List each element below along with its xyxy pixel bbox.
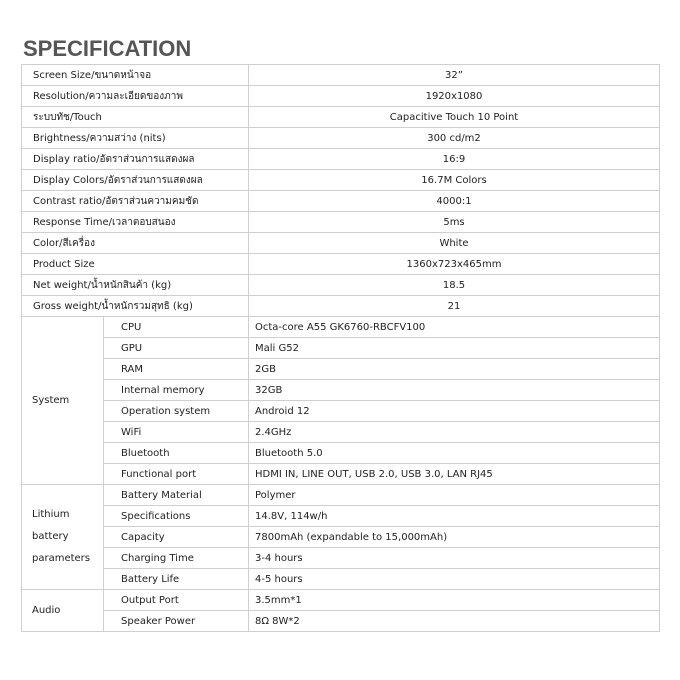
table-row [22, 359, 660, 380]
table-row [22, 464, 660, 485]
spec-value: 16:9 [249, 149, 660, 170]
spec-label: Output Port [104, 590, 249, 611]
spec-value: 1920x1080 [249, 86, 660, 107]
spec-label: WiFi [104, 422, 249, 443]
spec-value: HDMI IN, LINE OUT, USB 2.0, USB 3.0, LAN RJ45 [249, 464, 660, 485]
spec-group-name-line: parameters [32, 553, 91, 564]
spec-label: Brightness/ความสว่าง (nits) [22, 128, 249, 149]
table-row [22, 275, 660, 296]
spec-value: 7800mAh (expandable to 15,000mAh) [249, 527, 660, 548]
page-title: SPECIFICATION [23, 36, 192, 61]
spec-value: 2GB [249, 359, 660, 380]
spec-label: Capacity [104, 527, 249, 548]
table-row [22, 65, 660, 86]
table-row [22, 233, 660, 254]
table-row [22, 254, 660, 275]
table-row [22, 317, 660, 338]
spec-label: Internal memory [104, 380, 249, 401]
table-row [22, 506, 660, 527]
spec-label: CPU [104, 317, 249, 338]
table-row [22, 611, 660, 632]
spec-label: Net weight/น้ำหนักสินค้า (kg) [22, 275, 249, 296]
spec-label: Color/สีเครื่อง [22, 233, 249, 254]
table-row [22, 443, 660, 464]
spec-label: Product Size [22, 254, 249, 275]
table-row [22, 86, 660, 107]
table-row [22, 590, 660, 611]
table-row [22, 380, 660, 401]
table-row [22, 128, 660, 149]
spec-value: 14.8V, 114w/h [249, 506, 660, 527]
table-row [22, 212, 660, 233]
spec-group-name [22, 485, 104, 590]
specification-table [21, 64, 660, 632]
spec-value: 4000:1 [249, 191, 660, 212]
table-row [22, 191, 660, 212]
spec-label: RAM [104, 359, 249, 380]
table-row [22, 401, 660, 422]
spec-value: 3.5mm*1 [249, 590, 660, 611]
spec-value: 4-5 hours [249, 569, 660, 590]
spec-label: Contrast ratio/อัตราส่วนความคมชัด [22, 191, 249, 212]
spec-label: Screen Size/ขนาดหน้าจอ [22, 65, 249, 86]
spec-label: ระบบทัช/Touch [22, 107, 249, 128]
spec-group-name-line: battery [32, 531, 69, 542]
spec-label: Speaker Power [104, 611, 249, 632]
spec-label: Display Colors/อัตราส่วนการแสดงผล [22, 170, 249, 191]
spec-label: Gross weight/น้ำหนักรวมสุทธิ (kg) [22, 296, 249, 317]
spec-value: Octa-core A55 GK6760-RBCFV100 [249, 317, 660, 338]
spec-value: Bluetooth 5.0 [249, 443, 660, 464]
table-row [22, 149, 660, 170]
spec-group-name [22, 590, 104, 632]
spec-label: Battery Life [104, 569, 249, 590]
table-row [22, 569, 660, 590]
spec-value: 1360x723x465mm [249, 254, 660, 275]
spec-label: Operation system [104, 401, 249, 422]
spec-value: Android 12 [249, 401, 660, 422]
spec-label: Resolution/ความละเอียดของภาพ [22, 86, 249, 107]
spec-label: Functional port [104, 464, 249, 485]
spec-group-name [22, 317, 104, 485]
table-row [22, 170, 660, 191]
table-row [22, 422, 660, 443]
spec-group-name-line: Lithium [32, 509, 70, 520]
spec-value: 18.5 [249, 275, 660, 296]
spec-value: White [249, 233, 660, 254]
spec-label: Display ratio/อัตราส่วนการแสดงผล [22, 149, 249, 170]
table-row [22, 527, 660, 548]
spec-group-name-line: System [32, 394, 70, 406]
spec-value: 32GB [249, 380, 660, 401]
table-row [22, 296, 660, 317]
spec-label: Charging Time [104, 548, 249, 569]
spec-value: Polymer [249, 485, 660, 506]
spec-value: 16.7M Colors [249, 170, 660, 191]
spec-value: 300 cd/m2 [249, 128, 660, 149]
table-row [22, 548, 660, 569]
table-row [22, 338, 660, 359]
spec-value: 2.4GHz [249, 422, 660, 443]
spec-label: Battery Material [104, 485, 249, 506]
spec-value: 32” [249, 65, 660, 86]
spec-label: GPU [104, 338, 249, 359]
spec-value: 8Ω 8W*2 [249, 611, 660, 632]
spec-label: Specifications [104, 506, 249, 527]
spec-value: Capacitive Touch 10 Point [249, 107, 660, 128]
spec-value: 21 [249, 296, 660, 317]
spec-value: 5ms [249, 212, 660, 233]
spec-label: Bluetooth [104, 443, 249, 464]
spec-value: 3-4 hours [249, 548, 660, 569]
table-row [22, 485, 660, 506]
spec-group-name-line: Audio [32, 604, 61, 616]
table-row [22, 107, 660, 128]
spec-label: Response Time/เวลาตอบสนอง [22, 212, 249, 233]
spec-value: Mali G52 [249, 338, 660, 359]
